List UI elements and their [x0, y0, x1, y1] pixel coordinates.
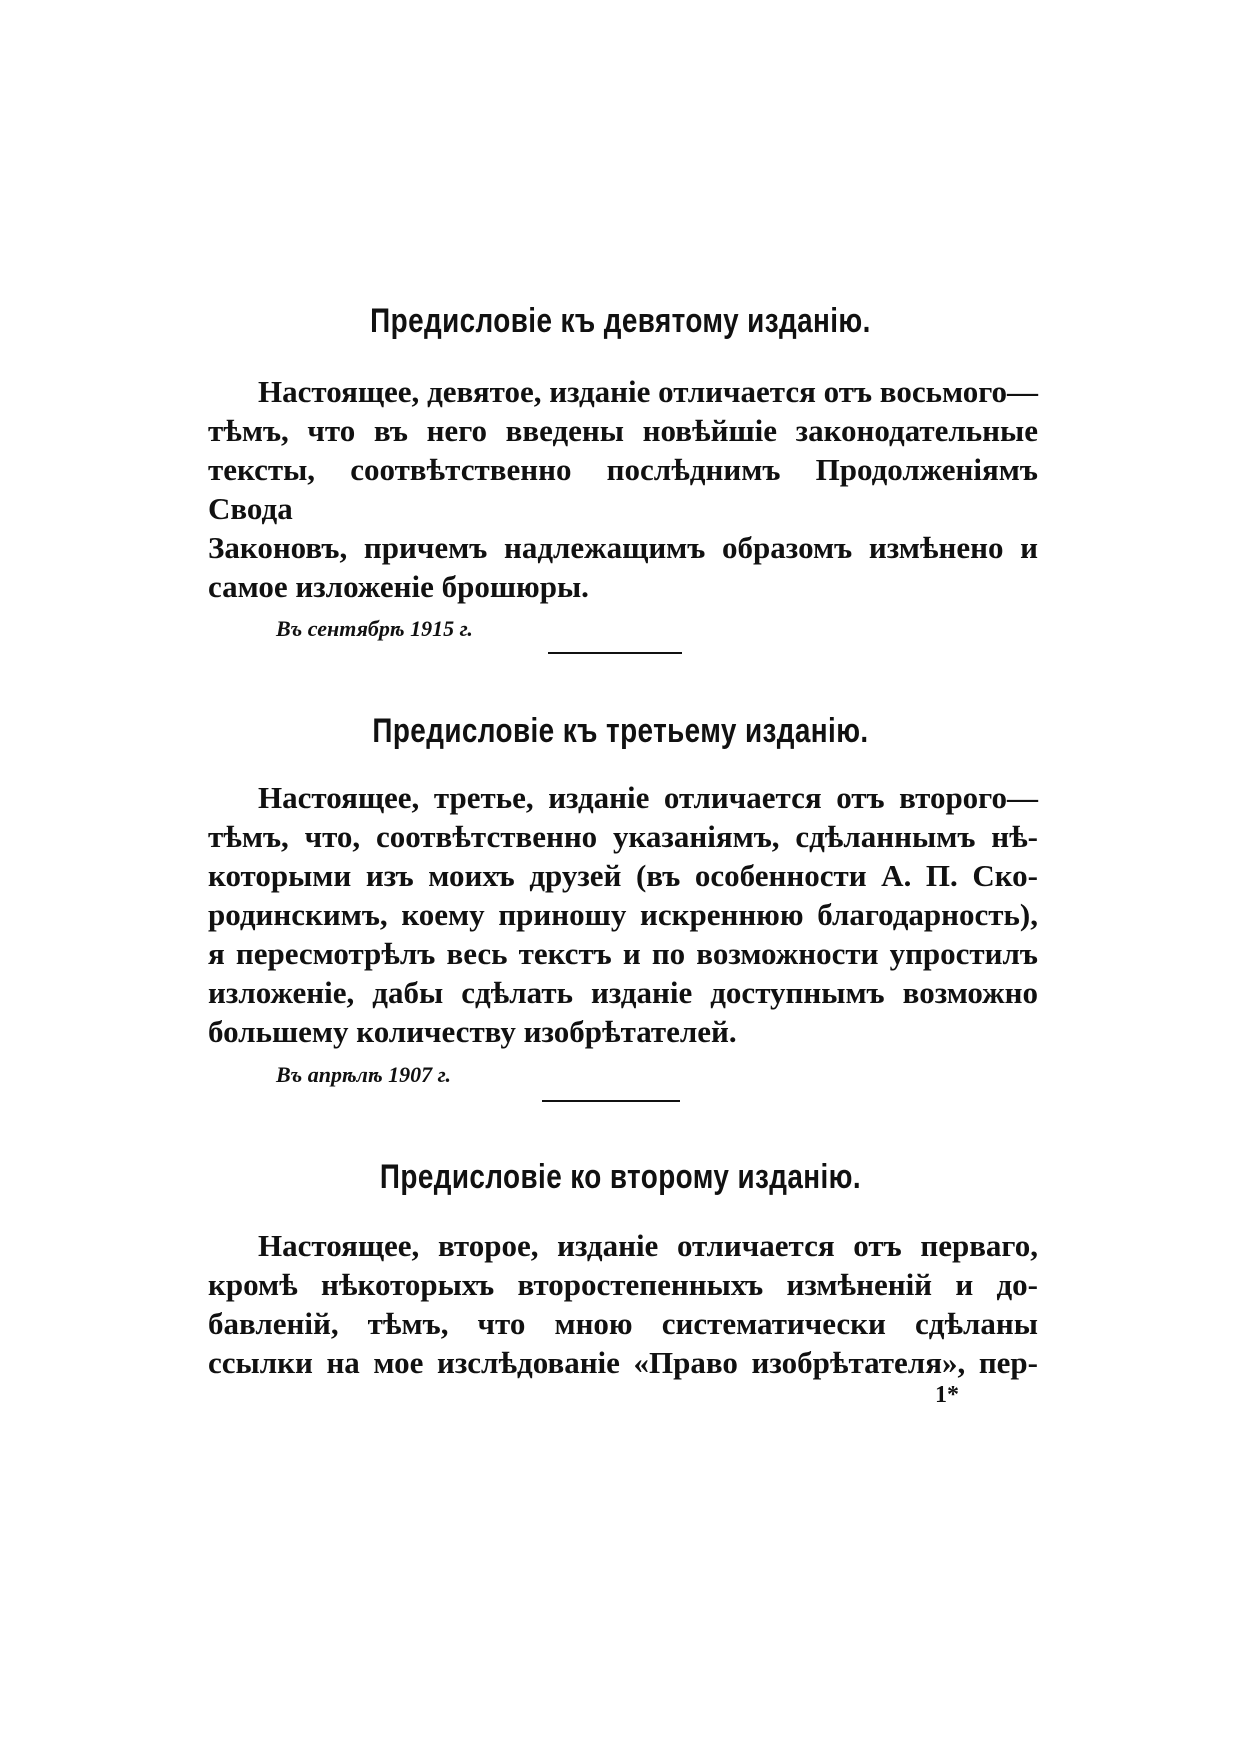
- text-line: Настоящее, девятое, изданіе отличается отъ восьмого—: [258, 374, 1038, 409]
- section-heading-second-edition: Предисловіе ко второму изданію.: [379, 1158, 862, 1196]
- section-body-second-edition: [208, 1226, 1038, 1382]
- section-divider: [548, 652, 682, 654]
- section-divider: [542, 1100, 680, 1102]
- section-heading-ninth-edition: Предисловіе къ девятому изданію.: [370, 302, 871, 340]
- text-line: я пересмотрѣлъ весь текстъ и по возможности упростилъ: [208, 936, 1038, 971]
- text-line: кромѣ нѣкоторыхъ второстепенныхъ измѣненій и до-: [208, 1267, 1038, 1302]
- text-line: ссылки на мое изслѣдованіе «Право изобрѣтателя», пер-: [208, 1345, 1038, 1380]
- text-line: тѣмъ, что, соотвѣтственно указаніямъ, сдѣланнымъ нѣ-: [208, 819, 1038, 854]
- section-body-third-edition: [208, 778, 1038, 1051]
- text-line: Настоящее, второе, изданіе отличается отъ перваго,: [258, 1228, 1038, 1263]
- text-line: родинскимъ, коему приношу искреннюю благодарность),: [208, 897, 1038, 932]
- text-line: большему количеству изобрѣтателей.: [208, 1014, 737, 1049]
- text-line: Настоящее, третье, изданіе отличается отъ второго—: [258, 780, 1038, 815]
- text-line: тексты, соотвѣтственно послѣднимъ Продолженіямъ Свода: [208, 452, 1038, 526]
- text-line: тѣмъ, что въ него введены новѣйшіе законодательные: [208, 413, 1038, 448]
- text-line: изложеніе, дабы сдѣлать изданіе доступнымъ возможно: [208, 975, 1038, 1010]
- date-line-third-edition: Въ апрѣлѣ 1907 г.: [276, 1062, 451, 1087]
- text-line: которыми изъ моихъ друзей (въ особенности А. П. Ско-: [208, 858, 1038, 893]
- date-line-ninth-edition: Въ сентябрѣ 1915 г.: [276, 616, 473, 641]
- text-line: бавленій, тѣмъ, что мною систематически сдѣланы: [208, 1306, 1038, 1341]
- section-body-ninth-edition: [208, 372, 1038, 606]
- page-number: 1*: [935, 1382, 959, 1408]
- text-line: самое изложеніе брошюры.: [208, 569, 589, 604]
- text-line: Законовъ, причемъ надлежащимъ образомъ измѣнено и: [208, 530, 1038, 565]
- section-heading-third-edition: Предисловіе къ третьему изданію.: [372, 712, 869, 750]
